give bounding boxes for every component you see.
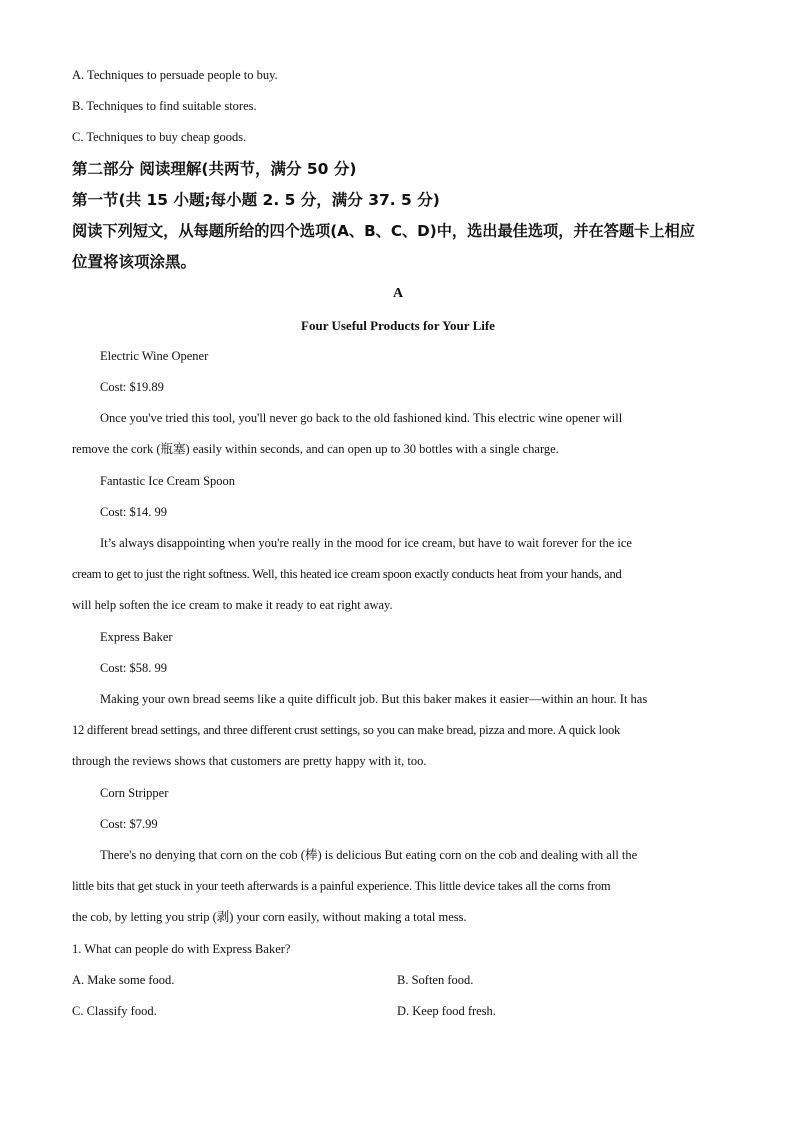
subsection-heading: 第一节(共 15 小题;每小题 2. 5 分，满分 37. 5 分) <box>72 190 440 209</box>
product-desc-line: little bits that get stuck in your teeth afterwards is a painful experience. This little device takes all the corns from <box>72 879 611 894</box>
option-c[interactable]: C. Classify food. <box>72 1004 157 1019</box>
product-desc-line: through the reviews shows that customers are pretty happy with it, too. <box>72 754 427 769</box>
product-name: Electric Wine Opener <box>100 348 209 363</box>
product-desc-line: remove the cork (瓶塞) easily within seconds, and can open up to 30 bottles with a single charge. <box>72 442 559 457</box>
passage-title: Four Useful Products for Your Life <box>301 317 495 333</box>
options-row-2 <box>72 996 724 1027</box>
product-desc-line: the cob, by letting you strip (剥) your corn easily, without making a total mess. <box>72 910 467 925</box>
part-heading: 第二部分 阅读理解(共两节，满分 50 分) <box>72 159 357 178</box>
instruction-line-1: 阅读下列短文，从每题所给的四个选项(A、B、C、D)中，选出最佳选项，并在答题卡上相应 <box>72 222 695 241</box>
option-a[interactable]: A. Make some food. <box>72 972 175 987</box>
product-desc-line: cream to get to just the right softness. Well, this heated ice cream spoon exactly conducts heat from your hands, and <box>72 567 622 582</box>
options-row-1 <box>72 965 724 996</box>
option-b[interactable]: B. Soften food. <box>397 972 474 987</box>
product-desc-line: Making your own bread seems like a quite difficult job. But this baker makes it easier—within an hour. It has <box>100 692 648 707</box>
product-desc-line: It’s always disappointing when you're really in the mood for ice cream, but have to wait forever for the ice <box>100 536 632 551</box>
product-name: Fantastic Ice Cream Spoon <box>100 473 236 488</box>
passage-label: A <box>392 286 404 302</box>
option-d[interactable]: D. Keep food fresh. <box>397 1004 496 1019</box>
product-desc-line: 12 different bread settings, and three different crust settings, so you can make bread, pizza and more. A quick look <box>72 723 621 738</box>
product-desc-line: will help soften the ice cream to make it ready to eat right away. <box>72 598 393 613</box>
product-name: Express Baker <box>100 629 173 644</box>
product-cost: Cost: $58. 99 <box>100 660 168 675</box>
product-desc-line: Once you've tried this tool, you'll never go back to the old fashioned kind. This electric wine opener will <box>100 411 623 426</box>
prev-option-a: A. Techniques to persuade people to buy. <box>72 68 278 82</box>
instruction-line-2: 位置将该项涂黑。 <box>72 253 197 272</box>
prev-option-c: C. Techniques to buy cheap goods. <box>72 130 247 145</box>
product-cost: Cost: $19.89 <box>100 380 164 395</box>
product-cost: Cost: $7.99 <box>100 816 158 831</box>
question-stem: 1. What can people do with Express Baker? <box>72 941 291 956</box>
product-desc-line: There's no denying that corn on the cob (棒) is delicious But eating corn on the cob and dealing with all the <box>100 848 638 863</box>
product-name: Corn Stripper <box>100 785 169 800</box>
document-page <box>72 60 724 1027</box>
product-cost: Cost: $14. 99 <box>100 504 168 519</box>
prev-option-b: B. Techniques to find suitable stores. <box>72 99 257 114</box>
